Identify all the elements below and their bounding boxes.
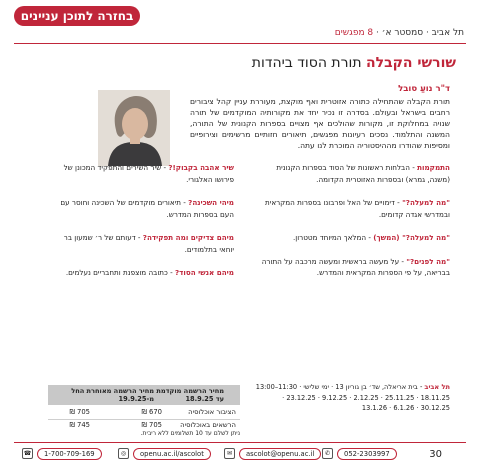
course-title-sub: תורת הסוד ביהדות [251,55,366,71]
footer-phone-1-text: 1-700-709-169 [37,448,102,460]
session-item [48,232,234,255]
author-name: ד"ר נועַ סובל [398,84,450,94]
session-title: שיר אהבה בקבוק!? [168,163,234,172]
schedule-city: תל אביב [424,383,450,391]
schedule-location [255,382,450,393]
back-to-toc-button[interactable] [14,6,140,26]
breadcrumb-meetings-tag: 8 מפגשים [334,28,374,38]
pricing-table-header [48,385,240,405]
session-title: "מה למעלה?" (המשך) [373,233,450,242]
back-to-toc-label: בחזרה לתוכן עניינים [20,9,134,23]
breadcrumb-semester: סמסטר א׳ [381,28,424,38]
pricing-early-value: 670 ₪ [141,408,162,416]
footer-divider [14,442,466,443]
footer-phone-1[interactable] [22,447,102,460]
pricing-row [48,407,240,420]
pricing-row-label: הציבור אוכלוסיה [188,408,236,416]
session-item [48,197,234,220]
whatsapp-icon: ✆ [322,448,333,459]
pricing-early-value: 705 ₪ [141,421,162,429]
session-title: מיהם אנשי הסוד? [174,268,234,277]
footer-website-text: openu.ac.il/ascolot [133,448,211,460]
schedule-details: - בית אריאלה, שד׳ בן גוריון 13 · ימי שלישי · 11:30–13:00 [255,383,425,391]
breadcrumb-city: תל אביב [431,28,464,38]
footer-phone-2[interactable] [322,447,397,460]
pricing-late-value: 705 ₪ [69,408,90,416]
pricing-col-early: מחיר הרשמה מוקדמת עד 18.9.25 [156,387,224,403]
pricing-late-value: 745 ₪ [69,421,90,429]
session-item [260,162,450,185]
pricing-row-label: הרשאים באוכלוסיה [180,421,236,429]
sessions-column-right [260,162,450,291]
session-title: התמקמות [417,163,450,172]
session-item [260,232,450,244]
schedule-info [255,382,450,414]
session-text: - כתובה מוצפנת ותחבריים נעלמים. [65,268,175,277]
session-text: - שיר השירים והתפקיד המכונן של פירושו האלגורי. [63,163,234,184]
author-photo [98,90,170,166]
footer-email-link[interactable] [224,447,321,460]
footer-email-text: ascolot@openu.ac.il [239,448,321,460]
course-title [252,55,456,71]
session-title: מיהי השכינה? [188,198,234,207]
session-text: - תיאורים מוקדמים של השכינה וחוסר עם העם בספרות המדרש. [60,198,234,219]
course-description: תורת הקבלה שהתחילה כתורה אזוטרית ואף מוקצת, מעוררת עניין קהל ציבורים רחבים בישראל ובעולם. בסדרה זו נכיר יחד את מקורותיה המוקדמים של תורה שנויה במחלוקת זו, מקורות שהולכים אף מצויים בספרות הקנונית של התורה, המשנה והתלמוד. נסכים רעיונות מפגשים, תיאורים חזותיים מרשימים וצירופיים ומסיפות שהודרו מההיסטוריה המוכרת לנו עתה. [190,97,450,150]
footer-website-link[interactable] [118,447,211,460]
header-divider [14,43,466,44]
session-text: - הבלחות ראשונות של הסוד בספרות הקנונית (משנה, גמרא) ובספרות האזוטרית הקדומה. [276,163,450,184]
session-item [260,197,450,220]
pricing-col-late: מחיר הרשמה מאוחרת החל מ-19.9.25 [71,387,154,403]
session-title: "מה לפנים?" [406,256,450,266]
session-text: - דימויים של האל ופרבונו בספרות המקראית ובמדרשי אגדה קדומים. [264,198,450,219]
session-text: - המלאך המיוחד מטטרון. [292,233,374,242]
session-text: - דעותם של ר׳ שמעון בר יוחאי בתלמודים. [63,233,234,254]
sessions-column-left [48,162,234,291]
phone-icon: ☎ [23,450,32,457]
session-item [48,162,234,185]
session-item [260,256,450,279]
schedule-dates: 18.11.25 · 25.11.25 · 2.12.25 · 9.12.25 · 23.12.25 · 30.12.25 · 6.1.26 · 13.1.26 [282,393,450,412]
globe-icon: ◎ [118,448,129,459]
session-item [48,267,234,279]
footer-phone-2-text: 052-2303997 [337,448,397,460]
session-title: "מה למעלה?" [402,198,450,207]
pricing-note: ניתן לשלם עד 10 תשלומים ללא ריבית. [140,430,240,437]
breadcrumb [335,28,464,38]
breadcrumb-separator: · [423,28,432,38]
author-portrait-image [98,90,170,166]
envelope-icon: ✉ [224,448,235,459]
course-title-main: שורשי הקבלה [365,55,456,71]
session-text: - על מעשה בראשית ומעשה מרכבה על התורה בבריאה, על פי הספרות המקראית והמדרש. [261,256,450,277]
session-title: מיהם צדיקים ומה תפקידה? [142,233,234,242]
breadcrumb-separator: · [373,28,382,38]
page-number: 30 [429,449,442,460]
